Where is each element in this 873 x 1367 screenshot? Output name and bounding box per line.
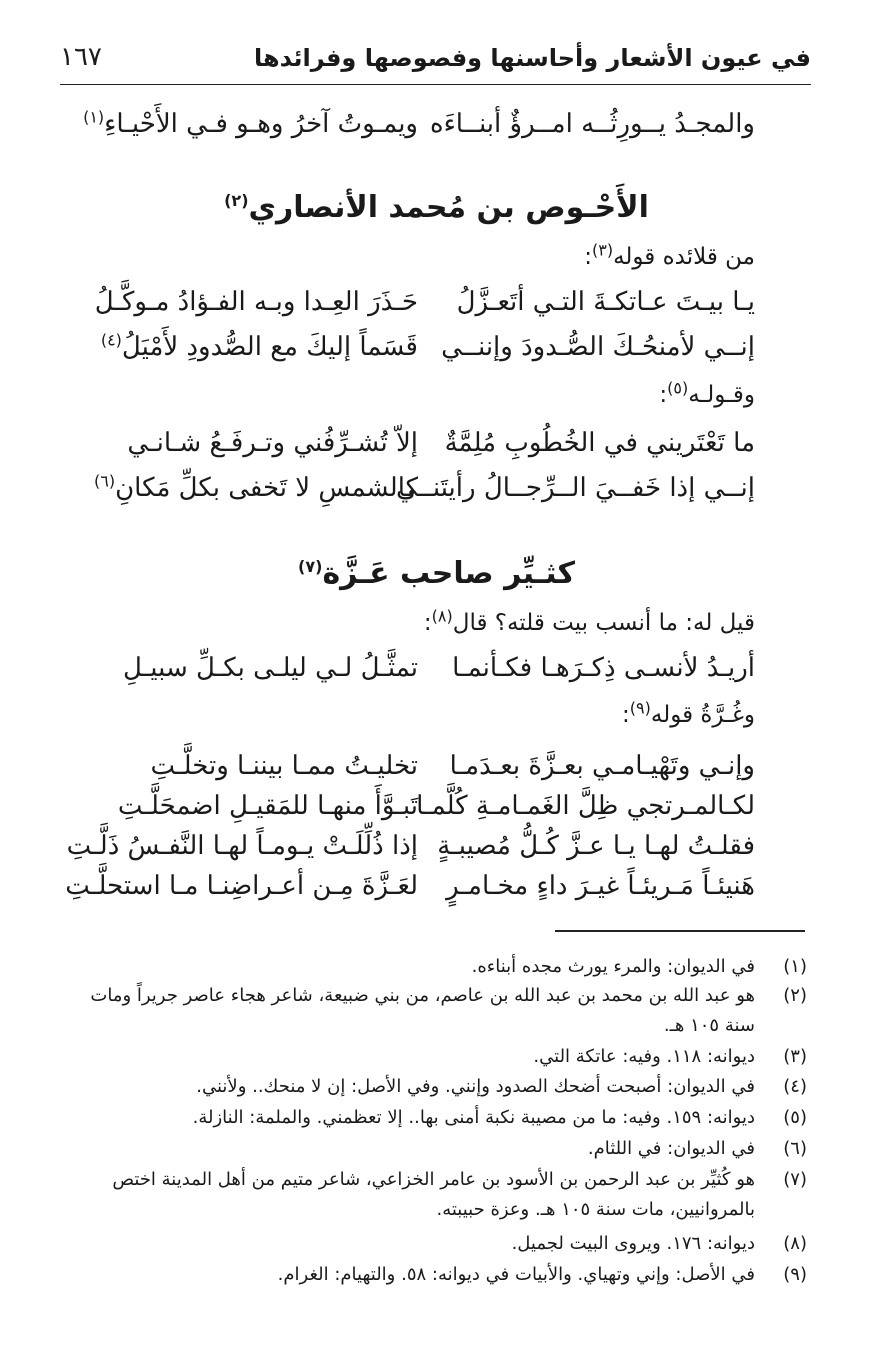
footnote [62, 952, 807, 982]
verse-hemistich-first: إنــي لأمنحُـكَ الصُّـدودَ وإننــي [441, 332, 755, 362]
intro-text: وقـولـه [688, 382, 755, 408]
footnote [62, 1042, 807, 1072]
hemistich-text: إذا ذُلِّلَـتْ يـومـاً لهـا النَّفـسُ ذَلَّـتِ [66, 831, 418, 861]
poet-name: كثـيِّر صاحب عَـزَّة [322, 556, 575, 591]
poet-heading [0, 556, 873, 591]
running-header [60, 40, 811, 85]
footnote-number: (٣) [783, 1046, 807, 1067]
footnote-marker: (٦) [93, 471, 116, 491]
footnote-text: هو عبد الله بن محمد بن عبد الله بن عاصم، من بني ضبيعة، شاعر هجاء عاصر جريراً ومات سنة ١٠٥ هـ. [90, 985, 755, 1036]
footnote-number: (٦) [783, 1138, 807, 1159]
footnote-marker: (٨) [431, 606, 453, 626]
intro-colon: : [622, 702, 630, 728]
verse-hemistich-second [100, 323, 418, 371]
footnote-marker: (٤) [100, 330, 122, 350]
footnote-marker: (٧) [298, 557, 323, 576]
footnote [62, 1229, 807, 1259]
footnote-number: (٧) [783, 1169, 807, 1190]
intro-line [584, 240, 755, 270]
verse-hemistich-first: فقلـتُ لهـا يـا عـزَّ كُـلُّ مُصيبـةٍ [437, 831, 755, 861]
footnote-number: (١) [783, 956, 807, 977]
footnote [62, 1134, 807, 1164]
hemistich-text: إلاّ تُشـرِّفُني وتـرفَـعُ شـانـي [127, 428, 418, 458]
verse-hemistich-first: لكـالمـرتجي ظِلَّ الغَمـامـةِ كُلَّمـا [416, 791, 755, 821]
hemistich-text: كالشمسِ لا تَخفى بكلِّ مَكانِ [115, 473, 418, 503]
footnote-text: ديوانه: ١٥٩. وفيه: ما من مصيبة نكبة أمنى بها.. إلا تعظمني. والملمة: النازلة. [192, 1107, 755, 1128]
footnote-number: (٤) [783, 1076, 807, 1097]
intro-colon: : [659, 382, 668, 408]
hemistich-text: تمثَّـلُ لـي ليلـى بكـلِّ سبيـلِ [122, 653, 418, 683]
poet-name: الأَحْـوص بن مُحمد الأنصاري [248, 190, 649, 225]
footnote-text: ديوانه: ١١٨. وفيه: عاتكة التي. [533, 1046, 755, 1067]
footnote-number: (٩) [783, 1264, 807, 1285]
running-title: في عيون الأشعار وأحاسنها وفصوصها وفرائدها [254, 44, 811, 72]
intro-text: وغُـرَّةُ قوله [650, 702, 755, 728]
verse-hemistich-second [94, 278, 418, 326]
footnote-text: في الديوان: أصبحت أضحك الصدود وإنني. وفي الأصل: إن لا منحك.. ولأنني. [196, 1076, 755, 1097]
poet-heading [0, 190, 873, 225]
hemistich-text: قَسَماً إليكَ مع الصُّدودِ لأَمْيَلُ [121, 332, 418, 362]
footnote [62, 1260, 807, 1290]
footnote-text: في الأصل: وإني وتهياي. والأبيات في ديوانه: ٥٨. والتهيام: الغرام. [277, 1264, 755, 1285]
footnote-number: (٥) [783, 1107, 807, 1128]
footnote-text: في الديوان: في اللثام. [587, 1138, 755, 1159]
intro-text: قيل له: ما أنسب بيت قلته؟ قال [452, 610, 755, 636]
footnote [62, 1103, 807, 1133]
verse-hemistich-first: هَنيئـاً مَـريئـاً غيـرَ داءٍ مخـامـرٍ [446, 871, 755, 901]
intro-text: من قلائده قوله [613, 244, 755, 270]
page-number: ١٦٧ [60, 42, 102, 72]
hemistich-text: لعَـزَّةَ مِـن أعـراضِنـا مـا استحلَّـتِ [65, 871, 418, 901]
verse-hemistich-second [93, 464, 418, 512]
verse-hemistich-first: ما تَعْتَريني في الخُطُوبِ مُلِمَّةٌ [444, 428, 755, 458]
verse-hemistich-second [118, 644, 418, 692]
footnote-marker: (١) [83, 107, 105, 127]
hemistich-text: تخليـتُ ممـا بيننـا وتخلَّـتِ [150, 751, 418, 781]
footnote-marker: (٩) [629, 698, 651, 718]
intro-line [622, 698, 755, 728]
hemistich-text: حَـذَرَ العِـدا وبـه الفـؤادُ مـوكَّـلُ [94, 287, 418, 317]
footnote [62, 1072, 807, 1102]
verse-hemistich-first: إنــي إذا خَفــيَ الــرِّجــالُ رأيتَنــي [395, 473, 755, 503]
footnote-text: ديوانه: ١٧٦. ويروى البيت لجميل. [511, 1233, 755, 1254]
verse-hemistich-first: أريـدُ لأنسـى ذِكـرَهـا فكـأنمـا [452, 653, 755, 683]
hemistich-text: ويمـوتُ آخرُ وهـو فـي الأَحْيـاءِ [104, 109, 418, 139]
footnote-separator [555, 930, 805, 932]
footnote-text: هو كُثيِّر بن عبد الرحمن بن الأسود بن عامر الخزاعي، شاعر متيم من أهل المدينة اختص بالمروانيين، مات سنة ١٠٥ هـ. وعزة حبيبته. [112, 1169, 755, 1220]
hemistich-text: تَبـوَّأَ منهـا للمَقيـلِ اضمحَلَّـتِ [117, 791, 418, 821]
intro-line [423, 606, 755, 636]
footnote-number: (٢) [783, 985, 807, 1006]
footnote-marker: (٣) [591, 240, 614, 260]
footnote-text: في الديوان: والمرء يورث مجده أبناءه. [471, 956, 755, 977]
intro-colon: : [584, 244, 592, 270]
footnote-marker: (٢) [224, 191, 249, 210]
verse-hemistich-second [118, 419, 418, 467]
verse-hemistich-first: وإنـي وتَهْيـامـي بعـزَّةَ بعـدَمـا [449, 751, 755, 781]
intro-line [659, 378, 755, 408]
footnote-marker: (٥) [667, 378, 689, 398]
footnote [62, 1165, 807, 1225]
footnote-number: (٨) [783, 1233, 807, 1254]
footnote [62, 981, 807, 1041]
verse-hemistich-second [65, 862, 418, 910]
verse-hemistich-second [83, 100, 418, 148]
verse-hemistich-first: يـا بيـتَ عـاتكـةَ التـي أتَعـزَّلُ [456, 287, 755, 317]
intro-colon: : [423, 610, 432, 636]
verse-hemistich-first: والمجـدُ يــورِثُــه امــرؤٌ أبنــاءَه [429, 109, 755, 139]
